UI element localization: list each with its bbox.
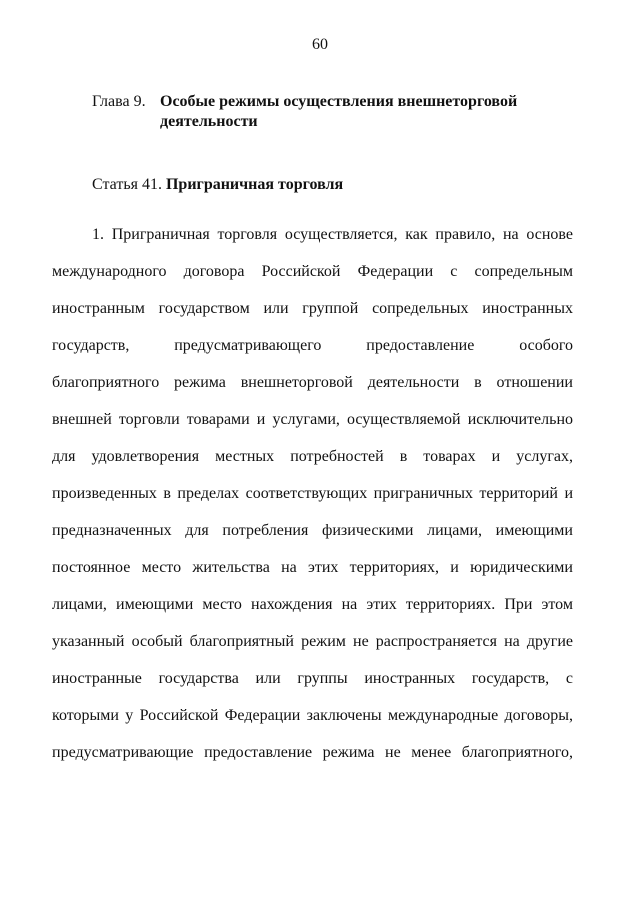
paragraph-line: внешней торговли товарами и услугами, осуществляемой исключительно — [52, 411, 573, 428]
chapter-title: Особые режимы осуществления внешнеторговой деятельности — [160, 93, 518, 130]
paragraph-line: лицами, имеющими место нахождения на этих территориях. При этом — [52, 596, 573, 613]
paragraph-line: государств, предусматривающего предоставление особого — [52, 337, 573, 354]
chapter-label: Глава 9. — [92, 93, 146, 110]
paragraph-line: иностранным государством или группой сопредельных иностранных — [52, 300, 573, 317]
paragraph-line: предназначенных для потребления физическими лицами, имеющими — [52, 522, 573, 539]
paragraph-line: 1. Приграничная торговля осуществляется, как правило, на основе — [92, 226, 573, 243]
chapter-heading — [92, 92, 582, 132]
paragraph-line: международного договора Российской Федерации с сопредельным — [52, 263, 573, 280]
article-label: Статья 41. — [92, 176, 162, 193]
paragraph-line: благоприятного режима внешнеторговой деятельности в отношении — [52, 374, 573, 391]
paragraph-line: произведенных в пределах соответствующих приграничных территорий и — [52, 485, 573, 502]
paragraph-line: указанный особый благоприятный режим не распространяется на другие — [52, 633, 573, 650]
article-title: Приграничная торговля — [165, 176, 344, 193]
article-paragraph — [52, 216, 573, 771]
article-heading — [92, 175, 343, 195]
paragraph-line: постоянное место жительства на этих территориях, и юридическими — [52, 559, 573, 576]
paragraph-line: которыми у Российской Федерации заключены международные договоры, — [52, 707, 573, 724]
page-number: 60 — [312, 36, 328, 53]
paragraph-line: иностранные государства или группы иностранных государств, с — [52, 670, 573, 687]
paragraph-line: для удовлетворения местных потребностей в товарах и услугах, — [52, 448, 573, 465]
paragraph-line: предусматривающие предоставление режима не менее благоприятного, — [52, 744, 573, 761]
